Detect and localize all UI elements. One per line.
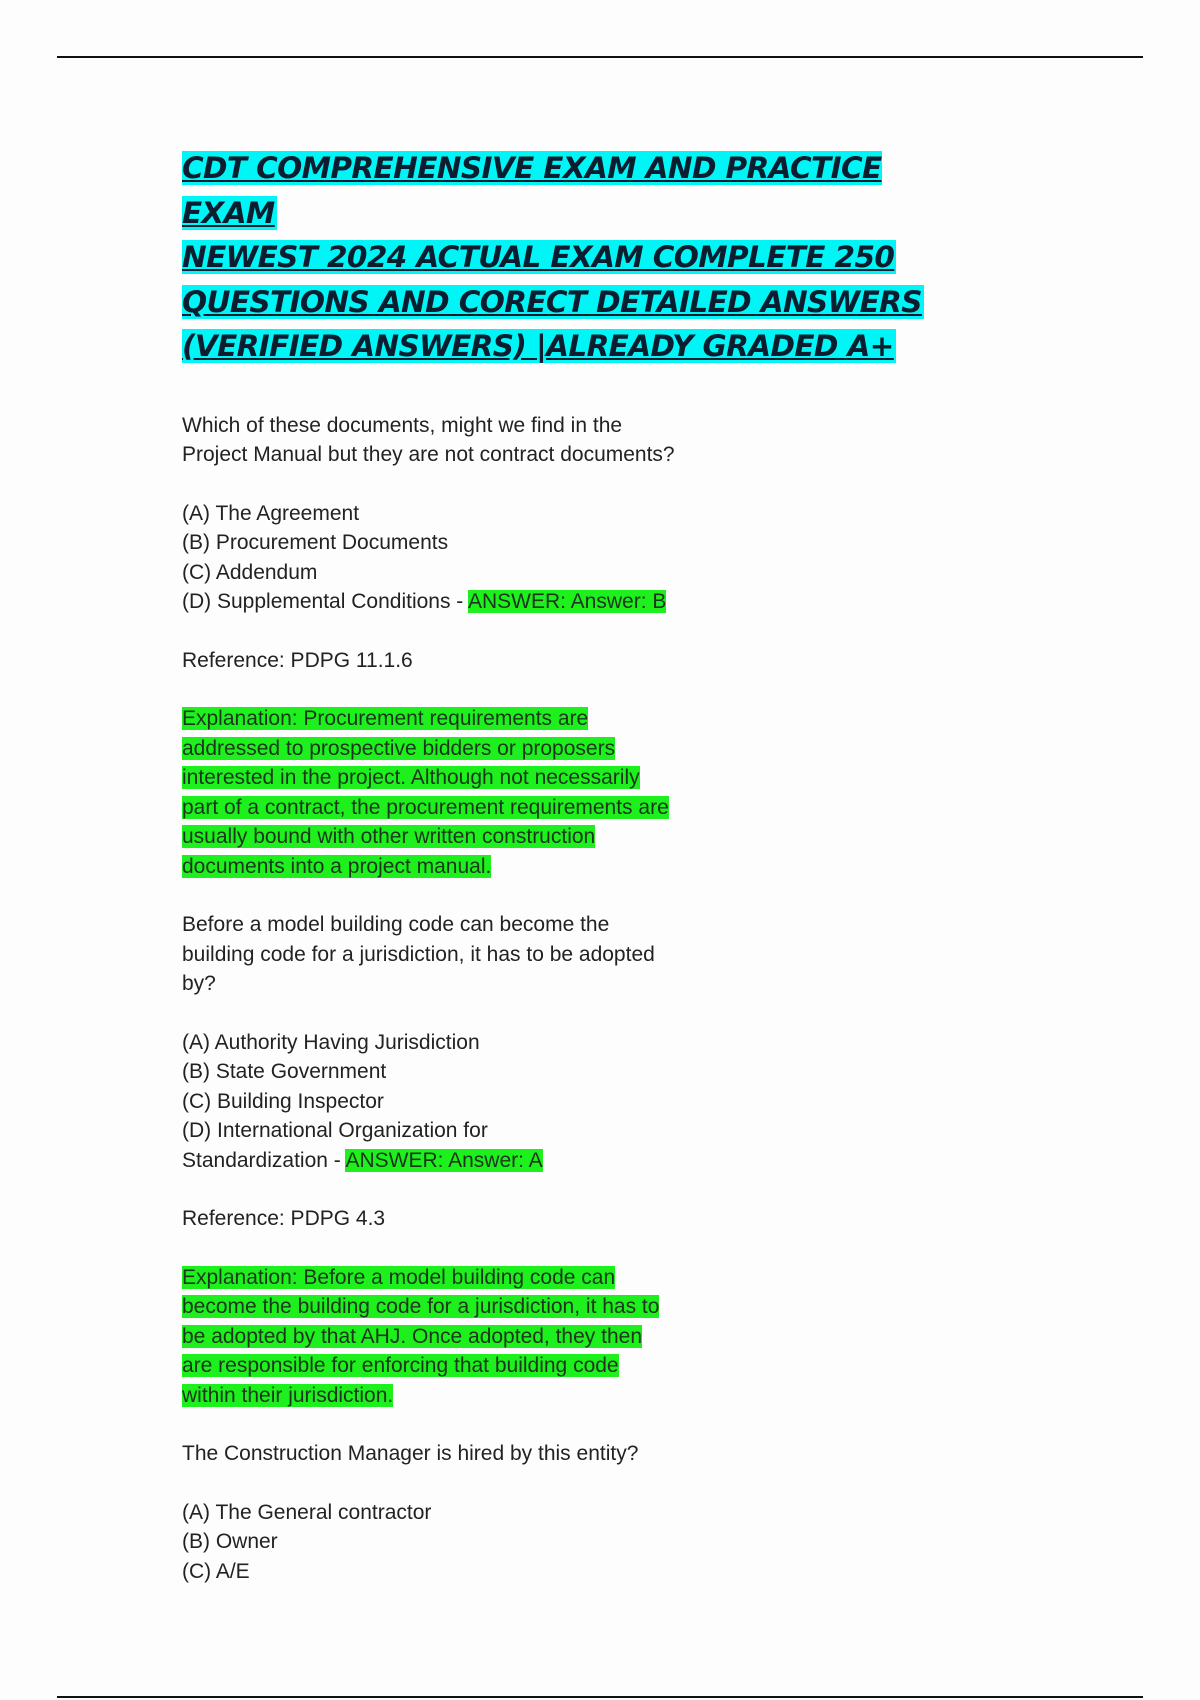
question-line: Before a model building code can become the bbox=[182, 913, 610, 936]
explanation-line: part of a contract, the procurement requirements are bbox=[182, 795, 669, 819]
title-line: CDT COMPREHENSIVE EXAM AND PRACTICE EXAM bbox=[182, 151, 882, 230]
option-d-text: Standardization - bbox=[182, 1148, 346, 1172]
explanation-line: Explanation: Procurement requirements are bbox=[182, 707, 589, 730]
question-3-options bbox=[182, 1498, 982, 1587]
question-2-text bbox=[182, 910, 982, 999]
question-line: by? bbox=[182, 972, 216, 995]
question-1-reference bbox=[182, 646, 982, 676]
explanation-line: addressed to prospective bidders or proposers bbox=[182, 736, 616, 760]
question-3-text bbox=[182, 1439, 982, 1469]
option-a: (A) The Agreement bbox=[182, 501, 360, 525]
question-2-options bbox=[182, 1028, 982, 1176]
option-c: (C) Building Inspector bbox=[182, 1089, 384, 1113]
title-line: (VERIFIED ANSWERS) |ALREADY GRADED A+ bbox=[182, 329, 894, 363]
answer-highlight: ANSWER: Answer: B bbox=[467, 590, 667, 613]
explanation-line: be adopted by that AHJ. Once adopted, they then bbox=[182, 1324, 643, 1348]
option-d-text: (D) Supplemental Conditions - bbox=[182, 590, 468, 613]
question-1-options bbox=[182, 499, 982, 617]
question-line: Project Manual but they are not contract documents? bbox=[182, 443, 675, 466]
question-1-explanation bbox=[182, 704, 982, 881]
option-a: (A) The General contractor bbox=[182, 1500, 432, 1524]
question-2-reference bbox=[182, 1204, 982, 1234]
header-rule bbox=[57, 56, 1143, 58]
option-b: (B) Owner bbox=[182, 1530, 278, 1553]
explanation-line: interested in the project. Although not necessarily bbox=[182, 766, 640, 789]
option-d bbox=[182, 587, 982, 617]
reference-text: Reference: PDPG 11.1.6 bbox=[182, 648, 413, 672]
title-line: QUESTIONS AND CORECT DETAILED ANSWERS bbox=[182, 284, 922, 319]
question-line: Which of these documents, might we find in the bbox=[182, 413, 623, 437]
option-d-continued bbox=[182, 1146, 982, 1176]
reference-text: Reference: PDPG 4.3 bbox=[182, 1207, 386, 1230]
option-d: (D) International Organization for bbox=[182, 1119, 488, 1142]
explanation-line: within their jurisdiction. bbox=[182, 1383, 394, 1407]
question-1-text bbox=[182, 411, 982, 470]
question-line: building code for a jurisdiction, it has to be adopted bbox=[182, 942, 655, 966]
question-line: The Construction Manager is hired by this entity? bbox=[182, 1442, 639, 1465]
answer-highlight: ANSWER: Answer: A bbox=[345, 1148, 543, 1172]
option-b: (B) Procurement Documents bbox=[182, 531, 449, 554]
explanation-line: are responsible for enforcing that building code bbox=[182, 1354, 619, 1377]
document-title bbox=[182, 146, 982, 369]
explanation-line: usually bound with other written construction bbox=[182, 825, 596, 848]
option-a: (A) Authority Having Jurisdiction bbox=[182, 1030, 480, 1054]
option-c: (C) A/E bbox=[182, 1559, 250, 1583]
explanation-line: documents into a project manual. bbox=[182, 854, 492, 878]
title-line: NEWEST 2024 ACTUAL EXAM COMPLETE 250 bbox=[182, 240, 895, 274]
option-b: (B) State Government bbox=[182, 1060, 387, 1083]
explanation-line: Explanation: Before a model building code can bbox=[182, 1265, 616, 1289]
document-content bbox=[182, 146, 982, 1586]
question-2-explanation bbox=[182, 1263, 982, 1411]
option-c: (C) Addendum bbox=[182, 560, 318, 584]
footer-rule bbox=[57, 1696, 1143, 1698]
explanation-line: become the building code for a jurisdiction, it has to bbox=[182, 1295, 660, 1318]
